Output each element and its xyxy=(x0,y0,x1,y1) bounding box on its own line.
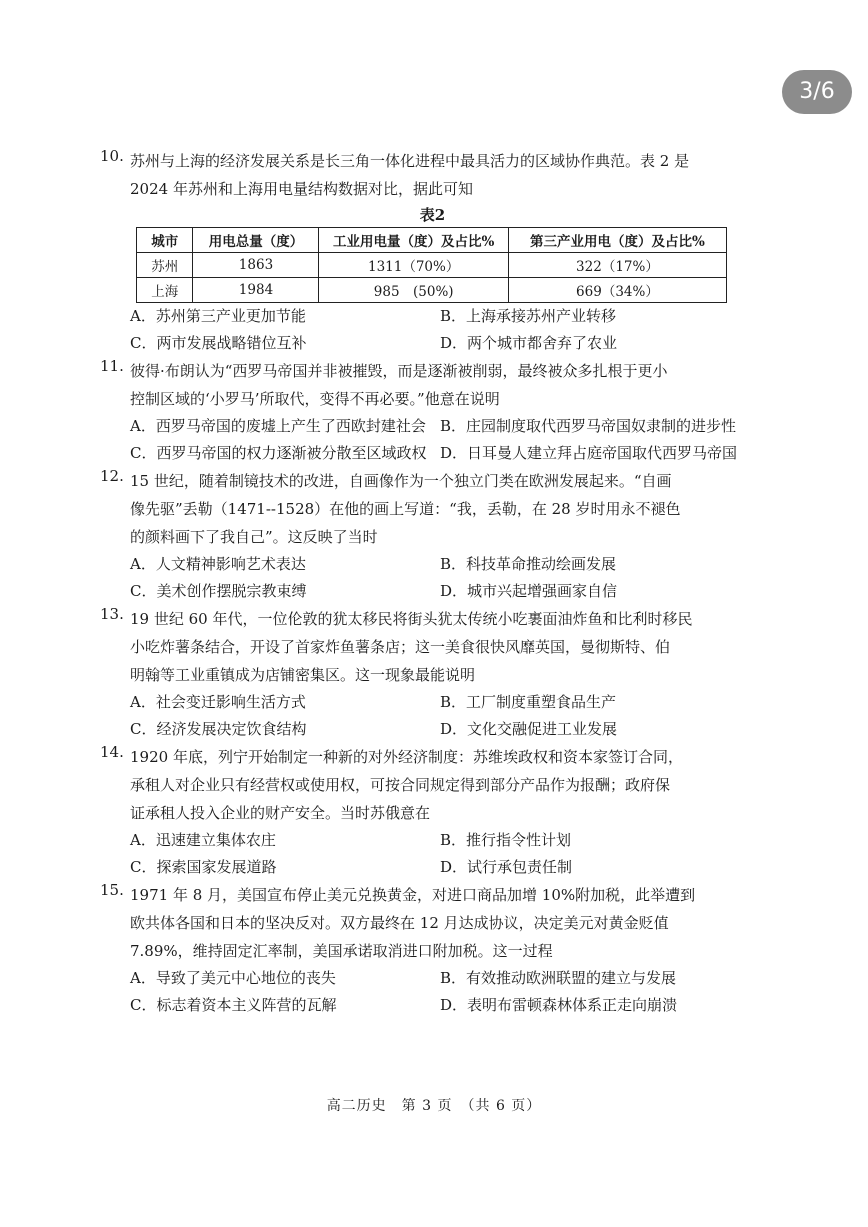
answer-option-c: C．探索国家发展道路 xyxy=(130,858,277,876)
answer-option-d: D．两个城市都舍弃了农业 xyxy=(440,334,618,352)
question-stem-line: 7.89%，维持固定汇率制，美国承诺取消进口附加税。这一过程 xyxy=(130,942,553,960)
table-cell: 669（34%） xyxy=(508,278,726,303)
question-number: 13. xyxy=(100,605,124,623)
table-cell: 1984 xyxy=(193,278,319,303)
question-stem-line: 证承租人投入企业的财产安全。当时苏俄意在 xyxy=(130,804,431,822)
question-stem-line: 欧共体各国和日本的坚决反对。双方最终在 12 月达成协议，决定美元对黄金贬值 xyxy=(130,914,669,932)
table-cell: 1863 xyxy=(193,253,319,278)
answer-option-b: B．推行指令性计划 xyxy=(440,831,572,849)
answer-option-c: C．两市发展战略错位互补 xyxy=(130,334,307,352)
question-number: 14. xyxy=(100,743,124,761)
answer-option-c: C．美术创作摆脱宗教束缚 xyxy=(130,582,307,600)
table-header-cell: 城市 xyxy=(137,228,193,253)
table-caption: 表2 xyxy=(419,206,446,224)
table-row xyxy=(137,278,727,303)
answer-options xyxy=(130,303,705,357)
page-footer: 高二历史 第 3 页 （共 6 页） xyxy=(326,1098,542,1114)
answer-options xyxy=(130,827,705,881)
table-cell: 985 (50%) xyxy=(319,278,508,303)
question-number: 11. xyxy=(100,357,124,375)
question-stem-line: 1920 年底，列宁开始制定一种新的对外经济制度：苏维埃政权和资本家签订合同， xyxy=(130,748,683,766)
question-stem-line: 小吃炸薯条结合，开设了首家炸鱼薯条店；这一美食很快风靡英国，曼彻斯特、伯 xyxy=(130,638,671,656)
answer-option-c: C．标志着资本主义阵营的瓦解 xyxy=(130,996,337,1014)
question-block xyxy=(100,357,738,467)
answer-option-a: A．社会变迁影响生活方式 xyxy=(130,693,306,711)
answer-options xyxy=(130,413,738,467)
table-header-cell: 工业用电量（度）及占比% xyxy=(319,228,508,253)
answer-option-a: A．导致了美元中心地位的丧失 xyxy=(130,969,336,987)
answer-options xyxy=(130,965,705,1019)
answer-option-b: B．有效推动欧洲联盟的建立与发展 xyxy=(440,969,677,987)
question-number: 15. xyxy=(100,881,124,899)
question-block xyxy=(100,605,705,743)
answer-option-d: D．城市兴起增强画家自信 xyxy=(440,582,618,600)
electricity-data-table xyxy=(136,227,727,303)
table-cell: 苏州 xyxy=(137,253,193,278)
question-block xyxy=(100,743,705,881)
question-block xyxy=(100,467,705,605)
answer-option-a: A．西罗马帝国的废墟上产生了西欧封建社会 xyxy=(130,417,426,435)
answer-option-d: D．试行承包责任制 xyxy=(440,858,573,876)
answer-option-a: A．迅速建立集体农庄 xyxy=(130,831,276,849)
answer-option-c: C．西罗马帝国的权力逐渐被分散至区域政权 xyxy=(130,444,427,462)
question-stem-line: 15 世纪，随着制镜技术的改进，自画像作为一个独立门类在欧洲发展起来。“自画 xyxy=(130,472,672,490)
question-stem-line: 彼得·布朗认为“西罗马帝国并非被摧毁，而是逐渐被削弱，最终被众多扎根于更小 xyxy=(130,362,668,380)
answer-option-c: C．经济发展决定饮食结构 xyxy=(130,720,307,738)
answer-option-a: A．人文精神影响艺术表达 xyxy=(130,555,306,573)
page-indicator-badge: 3/6 xyxy=(782,70,852,114)
answer-option-a: A．苏州第三产业更加节能 xyxy=(130,307,306,325)
table-header-row xyxy=(137,228,727,253)
table-header-cell: 用电总量（度） xyxy=(193,228,319,253)
answer-options xyxy=(130,551,705,605)
question-stem-line: 像先驱”丢勒（1471--1528）在他的画上写道：“我，丢勒，在 28 岁时用永不褪色 xyxy=(130,500,681,518)
answer-option-d: D．表明布雷顿森林体系正走向崩溃 xyxy=(440,996,678,1014)
question-stem-line: 承租人对企业只有经营权或使用权，可按合同规定得到部分产品作为报酬；政府保 xyxy=(130,776,671,794)
table-header-cell: 第三产业用电（度）及占比% xyxy=(508,228,726,253)
question-stem-line: 控制区域的‘小罗马’所取代，变得不再必要。”他意在说明 xyxy=(130,390,500,408)
table-row xyxy=(137,253,727,278)
exam-content xyxy=(100,147,738,1019)
answer-option-d: D．日耳曼人建立拜占庭帝国取代西罗马帝国 xyxy=(440,444,738,462)
question-stem-line: 明翰等工业重镇成为店铺密集区。这一现象最能说明 xyxy=(130,666,476,684)
question-stem-line: 1971 年 8 月，美国宣布停止美元兑换黄金，对进口商品加增 10%附加税，此举遭到 xyxy=(130,886,696,904)
table-cell: 1311（70%） xyxy=(319,253,508,278)
question-stem-line: 2024 年苏州和上海用电量结构数据对比，据此可知 xyxy=(130,180,473,198)
question-stem-line: 的颜料画下了我自己”。这反映了当时 xyxy=(130,528,378,546)
question-number: 10. xyxy=(100,147,124,165)
answer-option-d: D．文化交融促进工业发展 xyxy=(440,720,618,738)
question-number: 12. xyxy=(100,467,124,485)
question-block xyxy=(100,881,705,1019)
answer-options xyxy=(130,689,705,743)
question-block xyxy=(100,147,705,357)
table-cell: 上海 xyxy=(137,278,193,303)
answer-option-b: B．庄园制度取代西罗马帝国奴隶制的进步性 xyxy=(440,417,737,435)
question-stem-line: 19 世纪 60 年代，一位伦敦的犹太移民将街头犹太传统小吃裹面油炸鱼和比利时移民 xyxy=(130,610,693,628)
table-cell: 322（17%） xyxy=(508,253,726,278)
question-stem-line: 苏州与上海的经济发展关系是长三角一体化进程中最具活力的区域协作典范。表 2 是 xyxy=(130,152,690,170)
answer-option-b: B．工厂制度重塑食品生产 xyxy=(440,693,617,711)
answer-option-b: B．科技革命推动绘画发展 xyxy=(440,555,617,573)
answer-option-b: B．上海承接苏州产业转移 xyxy=(440,307,617,325)
